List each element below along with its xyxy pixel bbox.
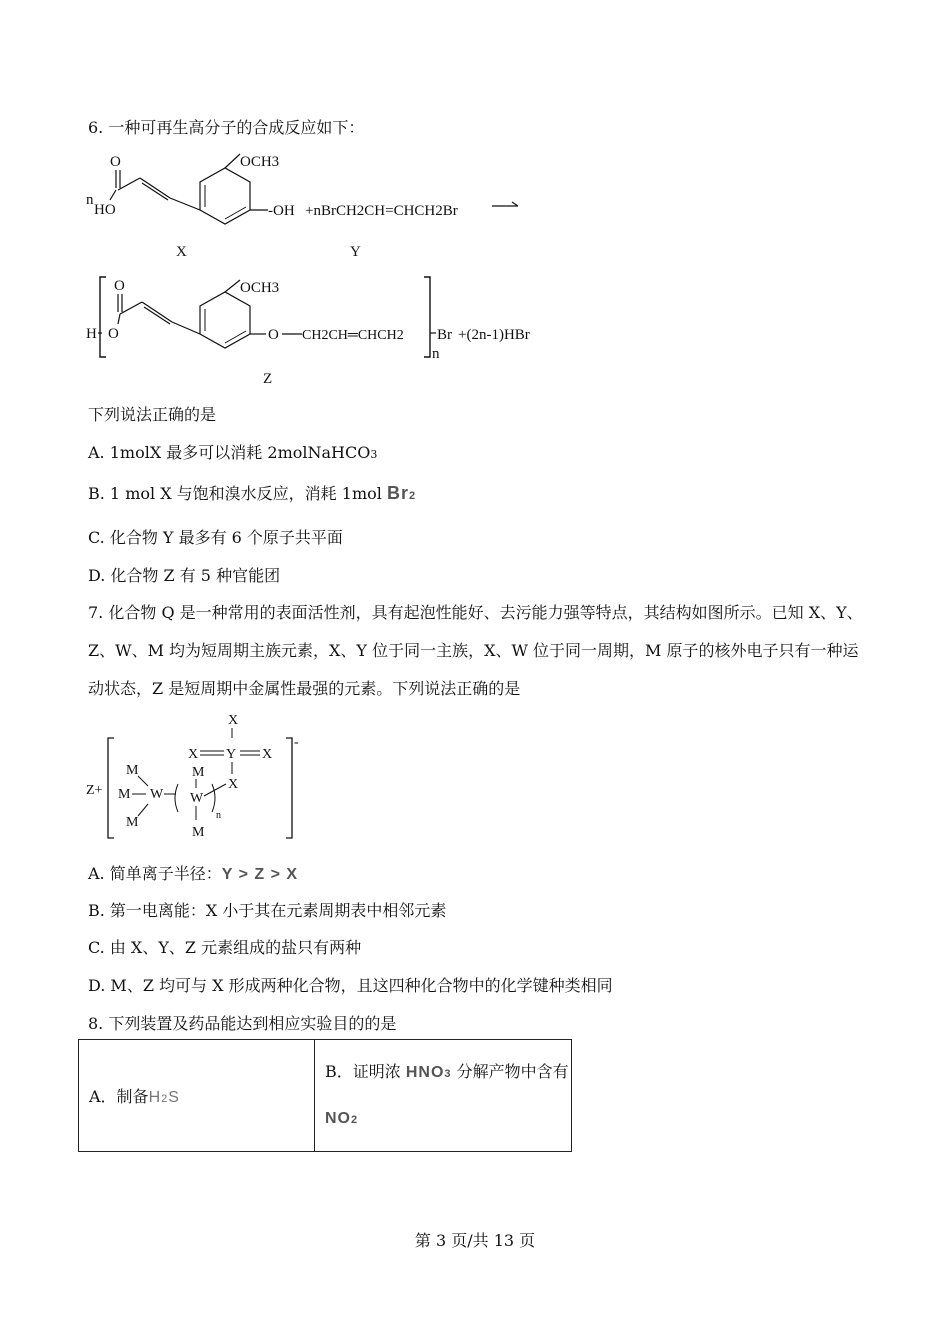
svg-text:M: M [126,763,139,778]
svg-text:X: X [228,777,239,792]
svg-text:X: X [188,747,199,762]
table-cell-a: A．制备H2S [79,1040,315,1152]
anion-charge: - [294,735,299,750]
h-terminal: H [86,326,97,342]
q7-option-d: D. M、Z 均可与 X 形成两种化合物，且这四种化合物中的化学键种类相同 [88,976,613,995]
z-och3-label: OCH3 [240,280,280,296]
svg-text:X: X [228,713,239,728]
table-cell-b: B．证明浓 HNO3 分解产物中含有 NO2 [315,1040,572,1152]
carbonyl-o-label: O [110,154,121,170]
q7-option-a: A. 简单离子半径：Y > Z > X [88,864,299,883]
svg-text:X: X [262,747,273,762]
q7-option-b: B. 第一电离能：X 小于其在元素周期表中相邻元素 [88,901,447,920]
svg-text:M: M [192,765,205,780]
svg-text:M: M [118,787,131,802]
reagent-y-formula: +nBrCH2CH=CHCH2Br [305,203,458,219]
z-cation: Z+ [86,783,103,798]
svg-text:Y: Y [226,747,237,762]
svg-text:M: M [192,825,205,840]
label-x: X [176,244,187,260]
q7-stem: 7. 化合物 Q 是一种常用的表面活性剂，具有起泡性能好、去污能力强等特点，其结构如图所示。已知 X、Y、Z、W、M 均为短周期主族元素，X、Y 位于同一主族，X、W 位于同一周期，M 原子的核外电子只有一种运动状态，Z 是短周期中金属性最强的元素。下列说法正确的是 [88,603,863,698]
q6-option-a: A. 1molX 最多可以消耗 2molNaHCO3 [88,443,378,462]
q6-question: 下列说法正确的是 [88,405,217,424]
page-footer: 第 3 页/共 13 页 [414,1231,536,1250]
n-coefficient: n [86,192,94,208]
q6-stem: 6. 一种可再生高分子的合成反应如下： [88,118,365,137]
q7-option-c: C. 由 X、Y、Z 元素组成的盐只有两种 [88,938,362,957]
br-terminal: Br [437,327,452,343]
svg-text:M: M [126,815,139,830]
q6-option-b: B. 1 mol X 与饱和溴水反应，消耗 1mol Br2 [88,483,417,503]
q6-option-c: C. 化合物 Y 最多有 6 个原子共平面 [88,528,343,547]
q8-stem: 8. 下列装置及药品能达到相应实验目的的是 [88,1014,397,1033]
reaction-x-y-diagram [80,148,640,263]
compound-q-structure [80,708,320,846]
ester-o: O [108,326,119,342]
svg-text:W: W [190,791,204,806]
svg-text:n: n [216,810,221,821]
alkene-chain: CH2CH═CHCH2 [302,328,404,343]
repeat-n: n [432,346,440,362]
experiment-options-table [78,1039,572,1152]
ho-label: HO [94,202,116,218]
ether-o: O [268,327,279,343]
q6-option-d: D. 化合物 Z 有 5 种官能团 [88,566,281,585]
label-z: Z [263,371,273,387]
och3-label: OCH3 [240,154,280,170]
reaction-arrow [492,202,518,206]
hbr-byproduct: +(2n-1)HBr [458,327,530,343]
polymer-z-diagram [80,272,640,390]
carbonyl-o: O [114,278,125,294]
oh-label: -OH [268,203,295,219]
svg-text:W: W [150,787,164,802]
label-y: Y [350,244,361,260]
